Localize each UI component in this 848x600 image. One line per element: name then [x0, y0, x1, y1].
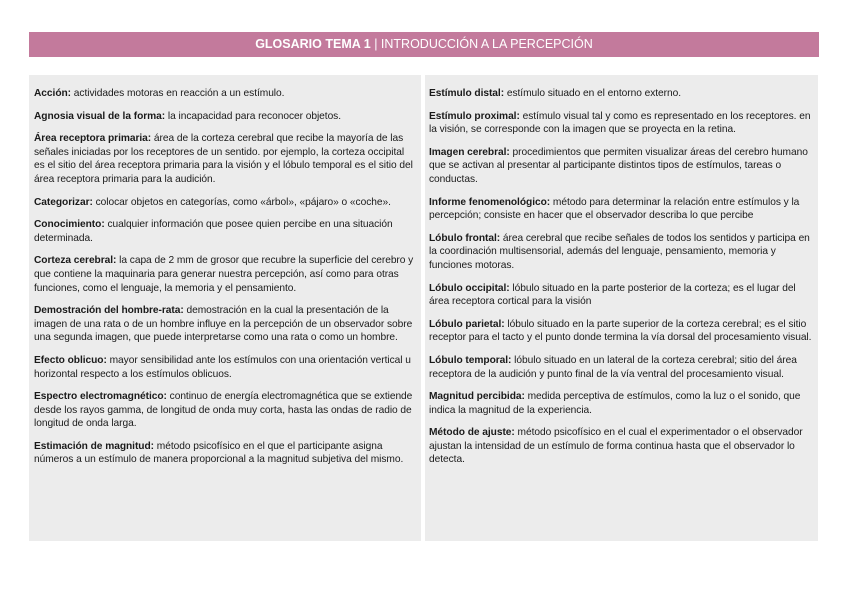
- glossary-entry: [429, 426, 812, 467]
- glossary-subtitle: INTRODUCCIÓN A LA PERCEPCIÓN: [380, 37, 593, 51]
- glossary-entry: [429, 354, 812, 381]
- entry-term: Agnosia visual de la forma:: [34, 110, 166, 122]
- entry-term: Espectro electromagnético:: [34, 391, 167, 403]
- glossary-entry: [429, 146, 812, 187]
- glossary-right-column: [425, 75, 818, 541]
- entry-term: Efecto oblicuo:: [34, 354, 107, 366]
- glossary-entry: [429, 232, 812, 273]
- entry-term: Estimación de magnitud:: [34, 440, 154, 452]
- glossary-entry: [34, 132, 415, 186]
- entry-term: Área receptora primaria:: [34, 133, 152, 145]
- entry-term: Magnitud percibida:: [429, 391, 525, 403]
- entry-definition: la incapacidad para reconocer objetos.: [165, 110, 342, 122]
- entry-definition: medida perceptiva de estímulos, como la luz o el sonido, que indica la magnitud de la experiencia.: [429, 391, 801, 416]
- entry-definition: la capa de 2 mm de grosor que recubre la superficie del cerebro y que contiene la maquinaria para generar nuestra percepción, así como para otras funciones, como el lenguaje, la memoria y el pensamiento.: [34, 255, 414, 294]
- glossary-entry: [34, 304, 415, 345]
- glossary-entry: [429, 87, 812, 101]
- glossary-entry: [34, 440, 415, 467]
- entry-definition: lóbulo situado en un lateral de la corteza cerebral; sitio del área receptora de la audición y punto final de la vía ventral del procesamiento visual.: [429, 354, 797, 380]
- entry-term: Método de ajuste:: [429, 427, 515, 439]
- entry-definition: lóbulo situado en la parte posterior de la corteza; es el lugar del área receptora cortical para la visión: [429, 282, 796, 308]
- entry-definition: área de la corteza cerebral que recibe la mayoría de las señales iniciadas por los receptores de un sentido. por ejemplo, la corteza occipital es el sitio del área receptora primaria para la visión y el lóbulo temporal es el sitio del área receptora primaria para la audición.: [34, 133, 413, 185]
- entry-definition: cualquier información que posee quien percibe en una situación determinada.: [34, 219, 393, 244]
- entry-definition: colocar objetos en categorías, como «árbol», «pájaro» o «coche».: [92, 196, 391, 208]
- entry-definition: lóbulo situado en la parte superior de la corteza cerebral; es el sitio receptor para el tacto y el punto donde termina la vía dorsal del procesamiento visual.: [429, 318, 812, 344]
- entry-term: Lóbulo frontal:: [429, 232, 501, 244]
- entry-term: Estímulo proximal:: [429, 110, 520, 122]
- glossary-entry: [34, 87, 415, 101]
- entry-term: Corteza cerebral:: [34, 255, 117, 267]
- glossary-entry: [34, 254, 415, 295]
- entry-definition: método para determinar la relación entre estímulos y la percepción; consiste en hacer que el observador describa lo que percibe: [429, 196, 800, 222]
- entry-definition: mayor sensibilidad ante los estímulos con una orientación vertical u horizontal respecto a los estímulos oblicuos.: [34, 354, 411, 380]
- glossary-title: GLOSARIO TEMA 1: [255, 37, 371, 51]
- entry-definition: estímulo visual tal y como es representado en los receptores. en la visión, se corresponde con la imagen que se proyecta en la retina.: [429, 110, 811, 136]
- glossary-entry: [429, 318, 812, 345]
- entry-term: Demostración del hombre-rata:: [34, 305, 184, 317]
- entry-term: Acción:: [34, 88, 72, 99]
- glossary-entry: [34, 390, 415, 431]
- title-separator: |: [370, 37, 381, 51]
- glossary-entry: [34, 196, 415, 210]
- entry-term: Informe fenomenológico:: [429, 196, 551, 208]
- entry-definition: procedimientos que permiten visualizar áreas del cerebro humano que se activan al presentar al participante distintos tipos de estímulos, tareas o conductas.: [429, 146, 808, 185]
- glossary-entry: [429, 110, 812, 137]
- entry-term: Estímulo distal:: [429, 88, 505, 99]
- glossary-left-column: [29, 75, 421, 541]
- glossary-entry: [429, 196, 812, 223]
- glossary-entry: [34, 110, 415, 124]
- entry-definition: área cerebral que recibe señales de todos los sentidos y participa en la coordinación multisensorial, además del lenguaje, pensamiento, memoria y funciones motoras.: [429, 232, 810, 271]
- entry-definition: método psicofísico en el que el participante asigna números a un estímulo de manera proporcional a la magnitud subjetiva del mismo.: [34, 440, 404, 466]
- glossary-entry: [34, 354, 415, 381]
- entry-term: Imagen cerebral:: [429, 146, 510, 158]
- glossary-entry: [429, 390, 812, 417]
- entry-term: Lóbulo occipital:: [429, 282, 510, 294]
- entry-definition: estímulo situado en el entorno externo.: [504, 88, 682, 99]
- entry-term: Categorizar:: [34, 196, 93, 208]
- entry-term: Lóbulo parietal:: [429, 318, 505, 330]
- entry-term: Lóbulo temporal:: [429, 354, 512, 366]
- entry-definition: demostración en la cual la presentación de la imagen de una rata o de un hombre influye en la percepción de un observador sobre una segunda imagen, que puede interpretarse como una rata o como un hombre.: [34, 305, 413, 344]
- glossary-entry: [34, 218, 415, 245]
- glossary-title-bar: [29, 32, 819, 57]
- entry-definition: método psicofísico en el cual el experimentador o el observador ajustan la intensidad de un estímulo de forma continua hasta que el observador lo detecta.: [429, 427, 803, 466]
- entry-term: Conocimiento:: [34, 219, 105, 231]
- entry-definition: actividades motoras en reacción a un estímulo.: [71, 88, 285, 99]
- glossary-entry: [429, 282, 812, 309]
- entry-definition: continuo de energía electromagnética que se extiende desde los rayos gamma, de longitud de onda muy corta, hasta las ondas de radio de longitud de onda larga.: [34, 391, 413, 430]
